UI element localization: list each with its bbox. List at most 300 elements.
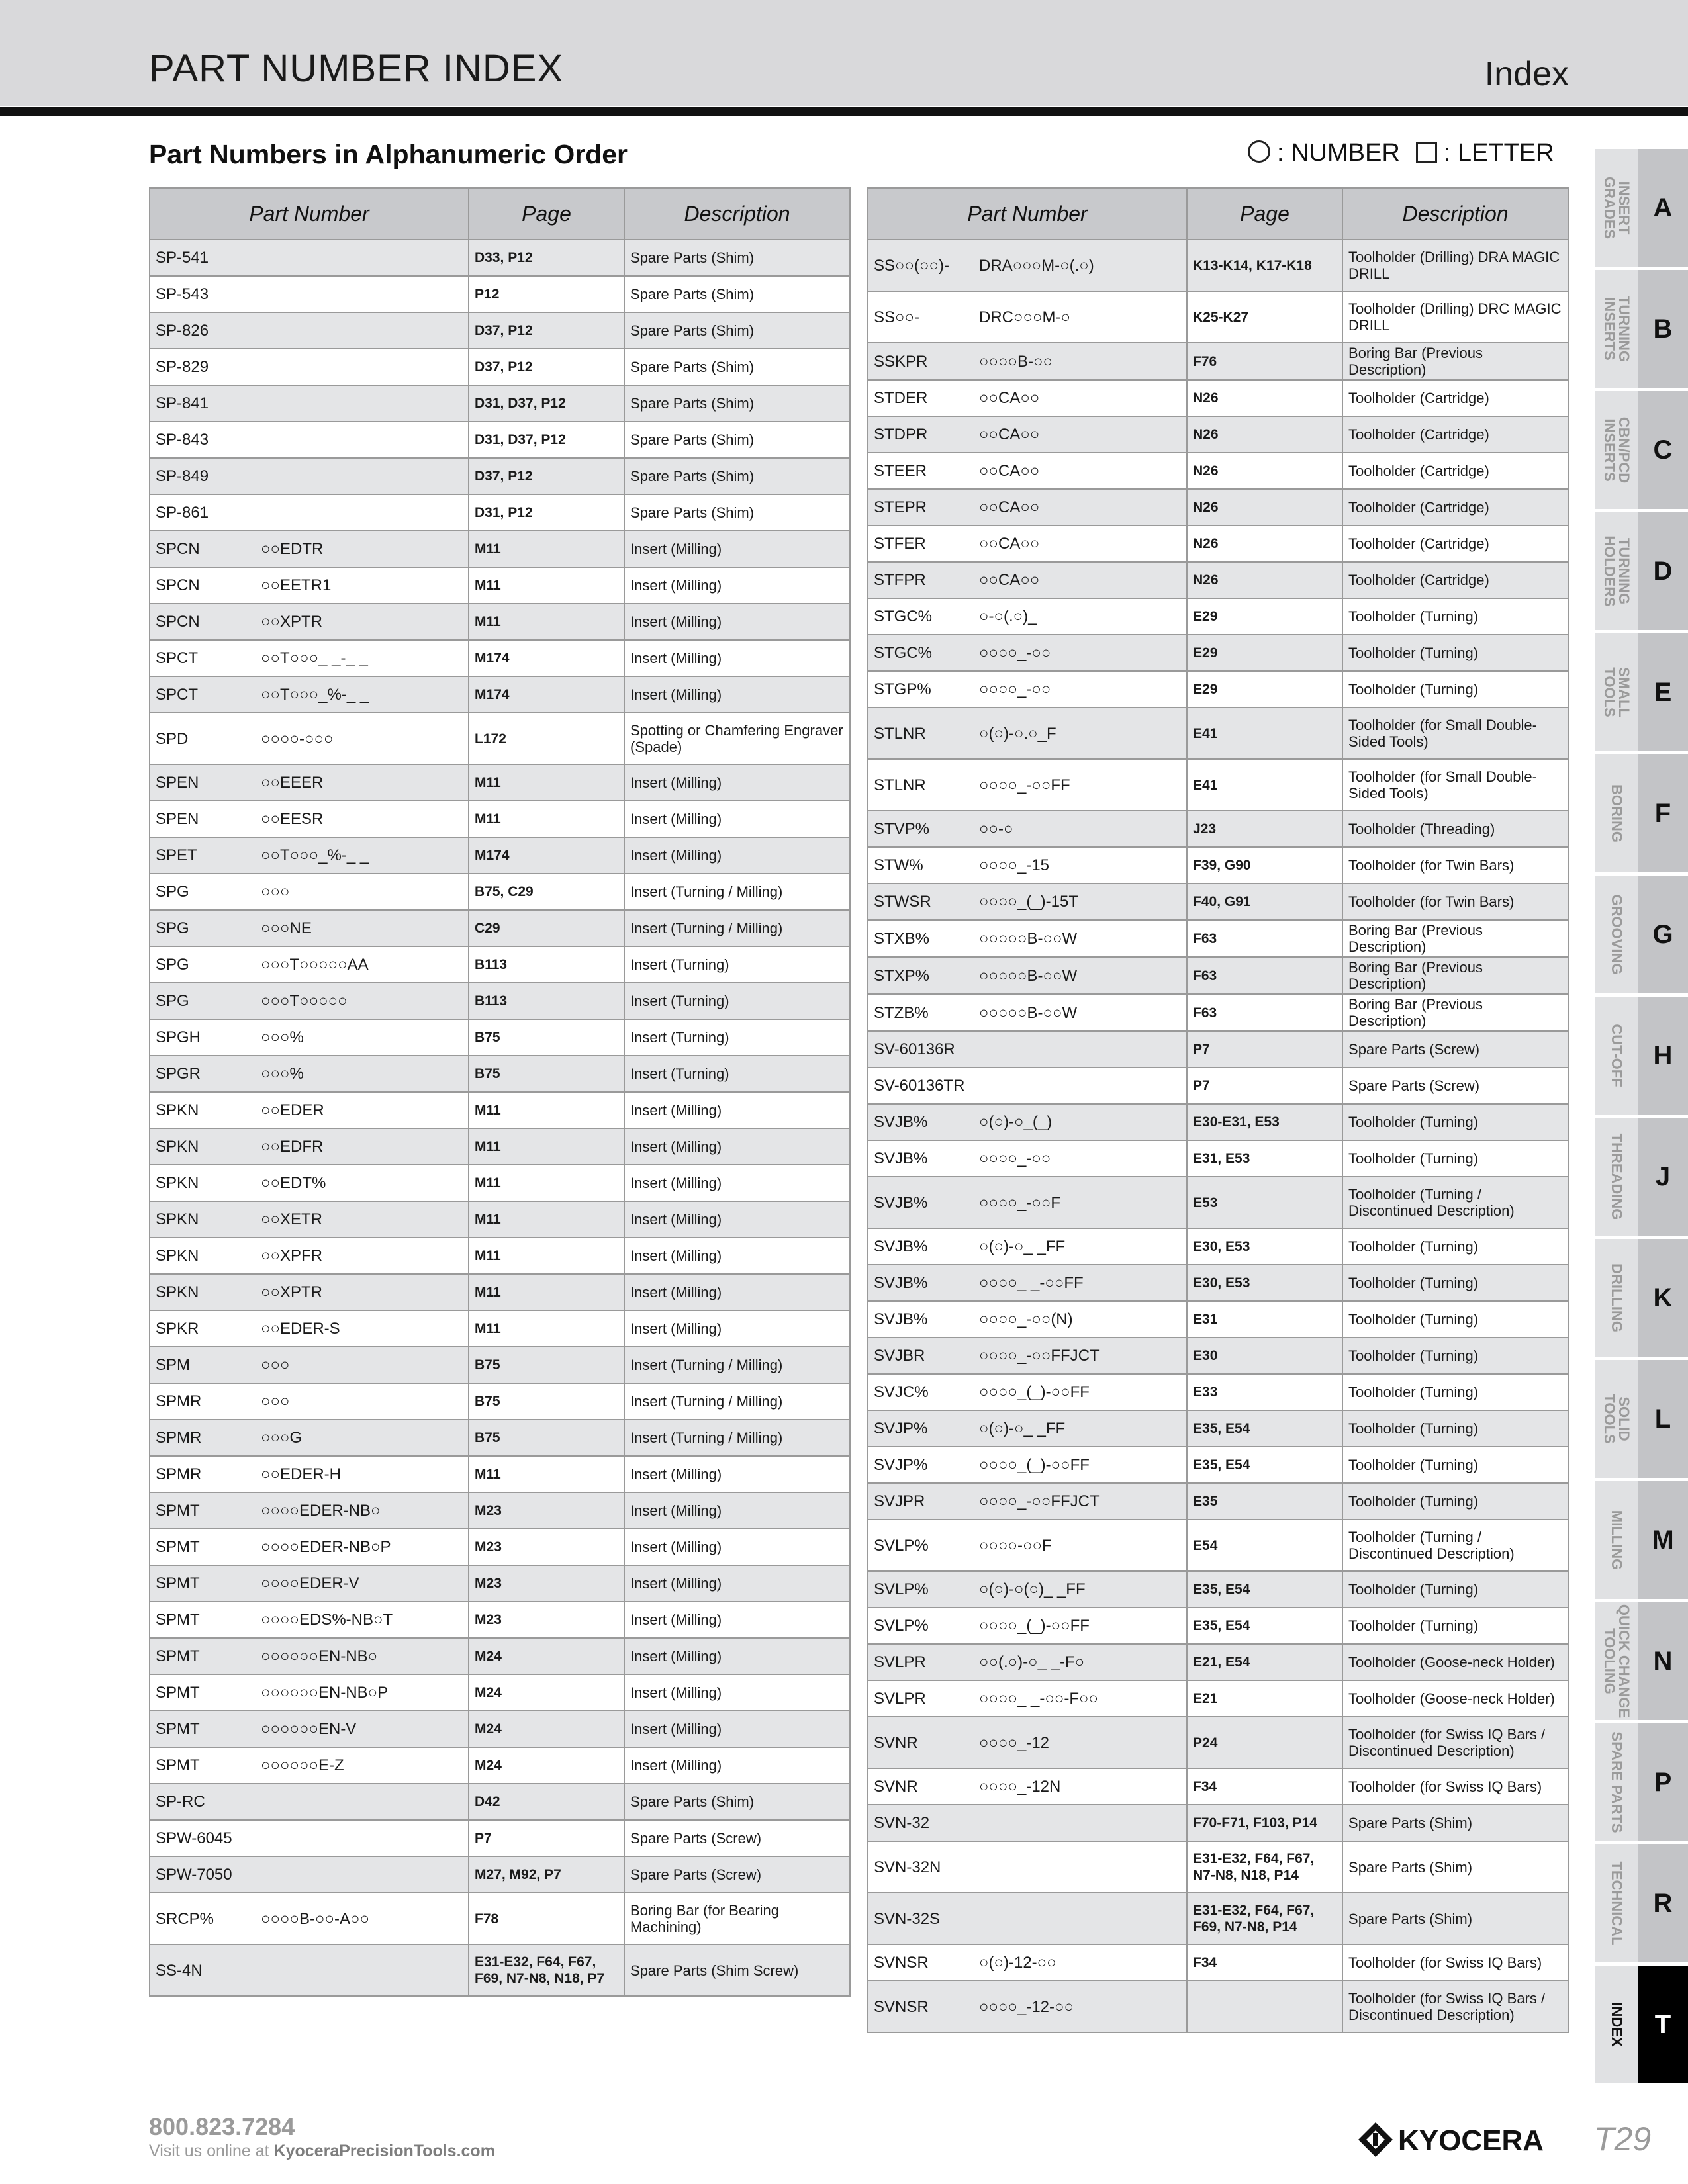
part-suffix-cell: ○○CA○○	[974, 562, 1187, 598]
table-row	[868, 291, 1568, 343]
part-suffix-cell: ○○CA○○	[974, 380, 1187, 416]
tab-label-box	[1595, 1844, 1638, 1962]
table-row	[150, 1383, 850, 1420]
table-row	[868, 671, 1568, 707]
part-number-cell: SVJB%	[868, 1228, 974, 1265]
tab-letter: E	[1638, 633, 1688, 751]
description-cell: Toolholder (Turning)	[1342, 1410, 1568, 1447]
table-row	[150, 604, 850, 640]
tab-label: GROOVING	[1609, 894, 1625, 975]
tab-label: DRILLING	[1609, 1263, 1625, 1332]
part-suffix-cell: ○○○○_(_)-15T	[974, 884, 1187, 920]
part-number-cell: STDPR	[868, 416, 974, 453]
part-suffix-cell	[256, 385, 469, 422]
table-row	[150, 276, 850, 312]
footer-visit-prefix: Visit us online at	[149, 2142, 274, 2160]
part-number-cell: SP-826	[150, 312, 256, 349]
description-cell: Toolholder (for Small Double-Sided Tools)	[1342, 759, 1568, 811]
part-number-cell: SVJBR	[868, 1338, 974, 1374]
part-suffix-cell: ○○○○○B-○○W	[974, 994, 1187, 1031]
part-suffix-cell: ○○EDER-H	[256, 1456, 469, 1492]
part-suffix-cell: ○-○(.○)_	[974, 598, 1187, 635]
table-row	[868, 635, 1568, 671]
description-cell: Boring Bar (Previous Description)	[1342, 957, 1568, 994]
table-row	[150, 1092, 850, 1128]
part-suffix-cell: ○○EESR	[256, 801, 469, 837]
footer-visit	[149, 2142, 495, 2161]
table-row	[868, 416, 1568, 453]
part-suffix-cell: ○○-○	[974, 811, 1187, 847]
tab-label-box	[1595, 754, 1638, 872]
page-ref-cell: E53	[1187, 1177, 1342, 1228]
table-row	[150, 983, 850, 1019]
tab-d[interactable]	[1595, 512, 1688, 630]
table-row	[150, 1347, 850, 1383]
part-suffix-cell: ○○○○_-○○	[974, 671, 1187, 707]
part-number-cell: SP-543	[150, 276, 256, 312]
page-ref-cell: P7	[1187, 1031, 1342, 1068]
part-suffix-cell: ○○○○○B-○○W	[974, 957, 1187, 994]
description-cell: Toolholder (Turning / Discontinued Description)	[1342, 1177, 1568, 1228]
table-row	[150, 713, 850, 764]
table-row	[150, 946, 850, 983]
page-ref-cell: M24	[469, 1747, 624, 1784]
part-suffix-cell: ○○T○○○_%-_ _	[256, 837, 469, 874]
table-row	[868, 994, 1568, 1031]
part-suffix-cell: ○○XPTR	[256, 1274, 469, 1310]
page-ref-cell: N26	[1187, 525, 1342, 562]
tab-label-box	[1595, 1723, 1638, 1841]
kyocera-logo	[1357, 2121, 1544, 2158]
part-number-cell: SVJB%	[868, 1104, 974, 1140]
description-cell: Spare Parts (Shim)	[624, 240, 850, 276]
page-ref-cell: B113	[469, 983, 624, 1019]
description-cell: Toolholder (Turning)	[1342, 1140, 1568, 1177]
part-number-cell: SS-4N	[150, 1944, 256, 1996]
part-suffix-cell: ○○XPFR	[256, 1238, 469, 1274]
part-number-cell: SP-849	[150, 458, 256, 494]
table-row	[150, 1602, 850, 1638]
page-ref-cell: E41	[1187, 707, 1342, 759]
page-ref-cell: F34	[1187, 1768, 1342, 1805]
table-row	[150, 640, 850, 676]
part-suffix-cell: ○○○○_-○○FF	[974, 759, 1187, 811]
part-number-cell: SS○○-	[868, 291, 974, 343]
description-cell: Toolholder (Turning)	[1342, 1104, 1568, 1140]
table-row	[150, 240, 850, 276]
part-number-cell: SPG	[150, 874, 256, 910]
part-suffix-cell: ○(○)-○.○_F	[974, 707, 1187, 759]
page-ref-cell: M24	[469, 1674, 624, 1711]
description-cell: Boring Bar (Previous Description)	[1342, 994, 1568, 1031]
page-ref-cell: M11	[469, 764, 624, 801]
part-number-cell: SVNR	[868, 1717, 974, 1768]
table-row	[868, 811, 1568, 847]
table-row	[868, 343, 1568, 380]
part-number-cell: SVLPR	[868, 1644, 974, 1680]
page-ref-cell: M11	[469, 1456, 624, 1492]
tab-label: TURNING HOLDERS	[1601, 535, 1632, 607]
part-suffix-cell: ○○○○○○EN-V	[256, 1711, 469, 1747]
table-row	[868, 1447, 1568, 1483]
description-cell: Toolholder (for Swiss IQ Bars / Discontinued Description)	[1342, 1981, 1568, 2032]
tab-label: QUICK CHANGE TOOLING	[1601, 1604, 1632, 1719]
circle-symbol-icon	[1248, 140, 1270, 163]
description-cell: Spare Parts (Shim Screw)	[624, 1944, 850, 1996]
tab-label: SPARE PARTS	[1609, 1731, 1625, 1833]
table-row	[868, 598, 1568, 635]
part-number-cell: SPM	[150, 1347, 256, 1383]
table-row	[868, 1893, 1568, 1944]
page-ref-cell: B75	[469, 1383, 624, 1420]
part-suffix-cell: ○○○○_(_)-○○FF	[974, 1608, 1187, 1644]
part-suffix-cell: ○○CA○○	[974, 453, 1187, 489]
page-ref-cell: N26	[1187, 416, 1342, 453]
description-cell: Toolholder (for Swiss IQ Bars)	[1342, 1768, 1568, 1805]
part-suffix-cell	[256, 312, 469, 349]
section-tabs	[1595, 149, 1688, 2087]
part-suffix-cell: ○○EDFR	[256, 1128, 469, 1165]
tab-c[interactable]	[1595, 391, 1688, 509]
description-cell: Boring Bar (for Bearing Machining)	[624, 1893, 850, 1944]
part-number-cell: SVNSR	[868, 1981, 974, 2032]
page-ref-cell: M11	[469, 801, 624, 837]
description-cell: Insert (Milling)	[624, 567, 850, 604]
kyocera-wordmark: KYOCERA	[1398, 2124, 1544, 2157]
page-ref-cell: D37, P12	[469, 458, 624, 494]
page-ref-cell: E35, E54	[1187, 1608, 1342, 1644]
table-row	[868, 1841, 1568, 1893]
description-cell: Insert (Milling)	[624, 1529, 850, 1565]
page-number: T29	[1594, 2120, 1652, 2158]
table-row	[150, 494, 850, 531]
part-number-cell: SPKN	[150, 1238, 256, 1274]
tab-k[interactable]	[1595, 1239, 1688, 1357]
table-row	[868, 1104, 1568, 1140]
part-suffix-cell	[974, 1068, 1187, 1104]
table-row	[150, 837, 850, 874]
page-ref-cell: F70-F71, F103, P14	[1187, 1805, 1342, 1841]
description-cell: Toolholder (Turning / Discontinued Description)	[1342, 1520, 1568, 1571]
description-cell: Insert (Milling)	[624, 1238, 850, 1274]
part-suffix-cell: ○○CA○○	[974, 489, 1187, 525]
table-row	[868, 847, 1568, 884]
description-cell: Spare Parts (Shim)	[624, 494, 850, 531]
footer-phone: 800.823.7284	[149, 2113, 295, 2140]
tab-label: SMALL TOOLS	[1601, 667, 1632, 717]
tab-label: SOLID TOOLS	[1601, 1394, 1632, 1444]
table-row	[150, 1492, 850, 1529]
tab-letter: J	[1638, 1118, 1688, 1236]
tab-t[interactable]	[1595, 1966, 1688, 2083]
part-number-cell: STFER	[868, 525, 974, 562]
description-cell: Insert (Milling)	[624, 1310, 850, 1347]
part-number-cell: SVJB%	[868, 1177, 974, 1228]
description-cell: Insert (Turning)	[624, 946, 850, 983]
part-suffix-cell: ○○○%	[256, 1056, 469, 1092]
tab-r[interactable]	[1595, 1844, 1688, 1962]
table-row	[868, 1374, 1568, 1410]
table-row	[150, 1128, 850, 1165]
part-number-cell: SPGR	[150, 1056, 256, 1092]
description-cell: Spare Parts (Shim)	[1342, 1805, 1568, 1841]
table-row	[150, 1747, 850, 1784]
page-ref-cell: M11	[469, 1165, 624, 1201]
part-number-cell: STW%	[868, 847, 974, 884]
page-ref-cell: D31, D37, P12	[469, 385, 624, 422]
part-suffix-cell: ○(○)-○(○)_ _FF	[974, 1571, 1187, 1608]
part-number-cell: STWSR	[868, 884, 974, 920]
part-number-cell: SP-861	[150, 494, 256, 531]
table-row	[868, 1805, 1568, 1841]
part-number-cell: SPEN	[150, 801, 256, 837]
page-ref-cell: E31-E32, F64, F67, F69, N7-N8, P14	[1187, 1893, 1342, 1944]
part-suffix-cell: ○○○○_ _-○○FF	[974, 1265, 1187, 1301]
part-suffix-cell	[974, 1893, 1187, 1944]
description-cell: Toolholder (Turning)	[1342, 598, 1568, 635]
part-suffix-cell: ○○○○_(_)-○○FF	[974, 1374, 1187, 1410]
page-ref-cell: E31	[1187, 1301, 1342, 1338]
page-ref-cell: N26	[1187, 380, 1342, 416]
legend-number: : NUMBER	[1277, 139, 1400, 167]
tab-label: THREADING	[1609, 1133, 1625, 1220]
part-number-cell: SPMT	[150, 1747, 256, 1784]
tab-letter: L	[1638, 1360, 1688, 1478]
page-ref-cell: M174	[469, 640, 624, 676]
page-ref-cell: M24	[469, 1638, 624, 1674]
table-row	[868, 1265, 1568, 1301]
part-number-cell: SPKR	[150, 1310, 256, 1347]
description-cell: Insert (Turning)	[624, 983, 850, 1019]
part-suffix-cell: ○○○	[256, 874, 469, 910]
tab-m[interactable]	[1595, 1481, 1688, 1599]
part-number-cell: SPKN	[150, 1201, 256, 1238]
part-suffix-cell	[256, 240, 469, 276]
part-number-cell: SPD	[150, 713, 256, 764]
page-ref-cell: B75	[469, 1347, 624, 1383]
part-suffix-cell: ○○○○_-12N	[974, 1768, 1187, 1805]
description-cell: Insert (Milling)	[624, 1201, 850, 1238]
part-suffix-cell: ○○○○_-○○	[974, 1140, 1187, 1177]
page-ref-cell: E31, E53	[1187, 1140, 1342, 1177]
page-ref-cell: E29	[1187, 671, 1342, 707]
page-ref-cell: M11	[469, 1310, 624, 1347]
part-suffix-cell: ○○○G	[256, 1420, 469, 1456]
page-ref-cell: E35, E54	[1187, 1410, 1342, 1447]
tab-letter: F	[1638, 754, 1688, 872]
part-index-table-left	[149, 187, 851, 1997]
page-ref-cell: B113	[469, 946, 624, 983]
table-row	[868, 1483, 1568, 1520]
table-row	[868, 1228, 1568, 1265]
tab-label-box	[1595, 1118, 1638, 1236]
part-suffix-cell: ○○○○-○○F	[974, 1520, 1187, 1571]
tab-n[interactable]	[1595, 1602, 1688, 1720]
tab-label: CBN/PCD INSERTS	[1601, 416, 1632, 484]
description-cell: Toolholder (Turning)	[1342, 635, 1568, 671]
part-number-cell: SPKN	[150, 1092, 256, 1128]
tab-b[interactable]	[1595, 270, 1688, 388]
footer-website-link[interactable]: KyoceraPrecisionTools.com	[273, 2142, 495, 2160]
table-row	[868, 489, 1568, 525]
tab-l[interactable]	[1595, 1360, 1688, 1478]
part-suffix-cell: ○○(.○)-○_ _-F○	[974, 1644, 1187, 1680]
table-row	[150, 1529, 850, 1565]
tab-label: INSERT GRADES	[1601, 176, 1632, 240]
part-number-cell: SPKN	[150, 1128, 256, 1165]
page-ref-cell: E30, E53	[1187, 1265, 1342, 1301]
description-cell: Insert (Milling)	[624, 1092, 850, 1128]
description-cell: Toolholder (Turning)	[1342, 1483, 1568, 1520]
page-ref-cell: F63	[1187, 920, 1342, 957]
part-number-cell: SPG	[150, 983, 256, 1019]
page-ref-cell: D31, P12	[469, 494, 624, 531]
tab-label-box	[1595, 633, 1638, 751]
description-cell: Toolholder (Turning)	[1342, 1447, 1568, 1483]
tab-label: BORING	[1609, 784, 1625, 842]
table-row	[868, 1571, 1568, 1608]
part-number-cell: SSKPR	[868, 343, 974, 380]
tab-a[interactable]	[1595, 149, 1688, 267]
part-number-cell: STXB%	[868, 920, 974, 957]
tab-letter: K	[1638, 1239, 1688, 1357]
description-cell: Insert (Milling)	[624, 801, 850, 837]
part-number-cell: SPMT	[150, 1602, 256, 1638]
page-ref-cell: D31, D37, P12	[469, 422, 624, 458]
part-number-cell: STEER	[868, 453, 974, 489]
tab-label-box	[1595, 270, 1638, 388]
table-row	[868, 884, 1568, 920]
part-number-cell: SRCP%	[150, 1893, 256, 1944]
part-number-cell: SVN-32N	[868, 1841, 974, 1893]
part-suffix-cell: ○(○)-○_(_)	[974, 1104, 1187, 1140]
part-suffix-cell	[256, 1784, 469, 1820]
page-ref-cell: M11	[469, 531, 624, 567]
col-header-description: Description	[1342, 188, 1568, 240]
page-ref-cell: M11	[469, 1238, 624, 1274]
description-cell: Toolholder (Threading)	[1342, 811, 1568, 847]
page-ref-cell: M23	[469, 1565, 624, 1602]
part-number-cell: SPMT	[150, 1565, 256, 1602]
part-suffix-cell	[974, 1031, 1187, 1068]
description-cell: Toolholder (Turning)	[1342, 1265, 1568, 1301]
tab-label-box	[1595, 512, 1638, 630]
col-header-page: Page	[1187, 188, 1342, 240]
table-row	[150, 1238, 850, 1274]
part-number-cell: STGC%	[868, 598, 974, 635]
page-ref-cell: N26	[1187, 453, 1342, 489]
part-suffix-cell: ○○○○_-○○(N)	[974, 1301, 1187, 1338]
part-suffix-cell	[256, 1944, 469, 1996]
part-suffix-cell: ○○EDTR	[256, 531, 469, 567]
page-ref-cell: M11	[469, 1201, 624, 1238]
table-row	[150, 910, 850, 946]
part-suffix-cell: ○○○	[256, 1347, 469, 1383]
tab-letter: G	[1638, 876, 1688, 993]
part-suffix-cell: ○○CA○○	[974, 525, 1187, 562]
description-cell: Toolholder (Goose-neck Holder)	[1342, 1680, 1568, 1717]
tab-h[interactable]	[1595, 997, 1688, 1115]
part-suffix-cell: ○○○○○○EN-NB○	[256, 1638, 469, 1674]
part-suffix-cell: ○○○○EDER-NB○P	[256, 1529, 469, 1565]
table-row	[868, 1608, 1568, 1644]
page-ref-cell: M11	[469, 1128, 624, 1165]
tab-f[interactable]	[1595, 754, 1688, 872]
page-ref-cell: E35, E54	[1187, 1571, 1342, 1608]
part-number-cell: STLNR	[868, 759, 974, 811]
page-ref-cell: J23	[1187, 811, 1342, 847]
part-suffix-cell: ○○○○EDER-V	[256, 1565, 469, 1602]
part-suffix-cell: ○(○)-○_ _FF	[974, 1410, 1187, 1447]
description-cell: Toolholder (for Swiss IQ Bars)	[1342, 1944, 1568, 1981]
description-cell: Toolholder (Cartridge)	[1342, 416, 1568, 453]
part-number-cell: STGC%	[868, 635, 974, 671]
square-symbol-icon	[1416, 142, 1437, 163]
part-number-cell: SPMT	[150, 1711, 256, 1747]
tab-letter: T	[1638, 1966, 1688, 2083]
page-ref-cell: E41	[1187, 759, 1342, 811]
part-suffix-cell: ○○○○_-12	[974, 1717, 1187, 1768]
part-number-cell: SPW-6045	[150, 1820, 256, 1856]
part-suffix-cell: ○○○○_-12-○○	[974, 1981, 1187, 2032]
tab-e[interactable]	[1595, 633, 1688, 751]
table-row	[150, 1856, 850, 1893]
page-ref-cell: D33, P12	[469, 240, 624, 276]
description-cell: Toolholder (Turning)	[1342, 1228, 1568, 1265]
table-row	[868, 380, 1568, 416]
col-header-part-number: Part Number	[868, 188, 1187, 240]
page-ref-cell: E21	[1187, 1680, 1342, 1717]
description-cell: Toolholder (Turning)	[1342, 1571, 1568, 1608]
part-number-cell: STDER	[868, 380, 974, 416]
part-number-cell: SVJC%	[868, 1374, 974, 1410]
description-cell: Insert (Turning)	[624, 1019, 850, 1056]
part-suffix-cell	[256, 276, 469, 312]
table-row	[868, 920, 1568, 957]
tab-label: TECHNICAL	[1609, 1861, 1625, 1946]
table-row	[150, 1165, 850, 1201]
description-cell: Insert (Milling)	[624, 764, 850, 801]
part-suffix-cell: DRA○○○M-○(.○)	[974, 240, 1187, 291]
table-row	[150, 422, 850, 458]
tab-label-box	[1595, 1481, 1638, 1599]
description-cell: Spare Parts (Shim)	[624, 276, 850, 312]
page-ref-cell: D37, P12	[469, 312, 624, 349]
part-number-cell: SVJB%	[868, 1140, 974, 1177]
page-ref-cell: E29	[1187, 598, 1342, 635]
tab-p[interactable]	[1595, 1723, 1688, 1841]
description-cell: Insert (Turning / Milling)	[624, 1383, 850, 1420]
page-ref-cell: P7	[469, 1820, 624, 1856]
tab-g[interactable]	[1595, 876, 1688, 993]
page-ref-cell: K25-K27	[1187, 291, 1342, 343]
part-number-cell: SPG	[150, 910, 256, 946]
part-suffix-cell: DRC○○○M-○	[974, 291, 1187, 343]
part-suffix-cell	[974, 1805, 1187, 1841]
part-number-cell: SVNR	[868, 1768, 974, 1805]
description-cell: Spare Parts (Screw)	[624, 1820, 850, 1856]
table-row	[868, 1520, 1568, 1571]
page-ref-cell: E30, E53	[1187, 1228, 1342, 1265]
description-cell: Toolholder (Turning)	[1342, 671, 1568, 707]
header-rule	[0, 107, 1688, 116]
part-number-cell: SVJP%	[868, 1410, 974, 1447]
table-row	[868, 1768, 1568, 1805]
part-number-cell: SPCN	[150, 604, 256, 640]
tab-j[interactable]	[1595, 1118, 1688, 1236]
description-cell: Toolholder (for Swiss IQ Bars / Discontinued Description)	[1342, 1717, 1568, 1768]
description-cell: Spare Parts (Shim)	[624, 349, 850, 385]
